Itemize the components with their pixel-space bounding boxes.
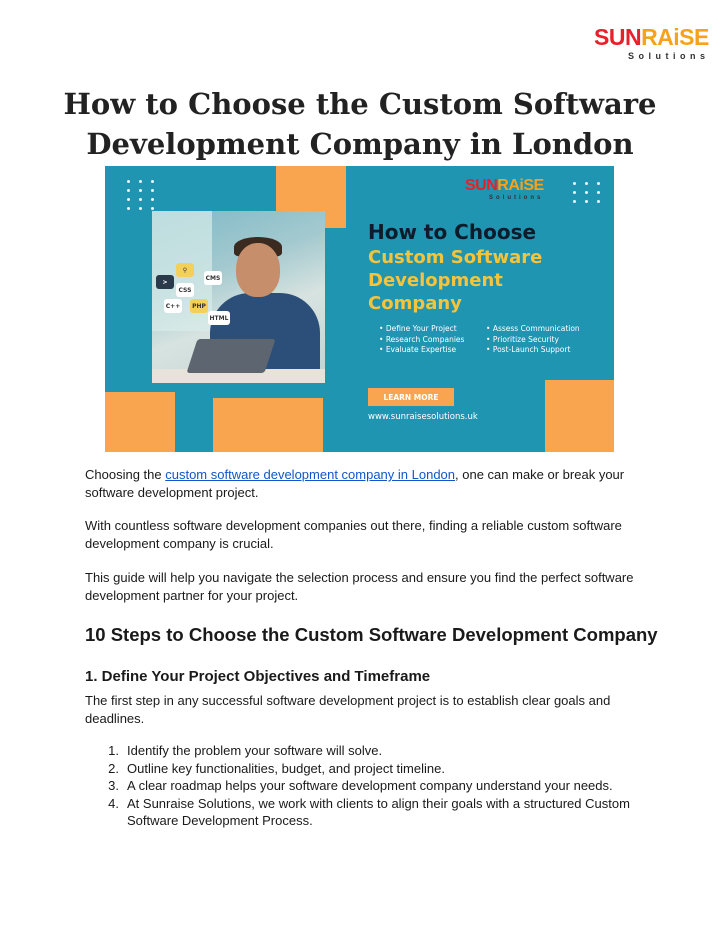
section-heading: 10 Steps to Choose the Custom Software Development Company	[85, 624, 658, 645]
list-number: 2.	[108, 760, 119, 776]
orange-block	[213, 398, 323, 452]
page-title: How to Choose the Custom Software Development Company in London	[63, 87, 657, 161]
list-text: Outline key functionalities, budget, and project timeline.	[127, 760, 445, 776]
banner-subheading-line: Custom Software	[368, 247, 543, 268]
cms-chip: CMS	[204, 271, 222, 285]
list-text: A clear roadmap helps your software development company understand your needs.	[127, 778, 613, 793]
banner-list-right	[486, 324, 580, 356]
banner-list-item: • Research Companies	[379, 335, 464, 346]
banner-logo-sun: SUN	[465, 177, 498, 194]
list-number: 4.	[108, 795, 119, 811]
banner-logo	[465, 178, 544, 201]
developer-photo	[152, 211, 325, 383]
php-chip: PHP	[190, 299, 208, 313]
logo-tagline: Solutions	[628, 51, 710, 61]
orange-block	[105, 392, 175, 452]
custom-software-link[interactable]: custom software development company in London	[165, 467, 456, 482]
banner-list-item: • Post-Launch Support	[486, 345, 580, 356]
intro-text: , one can make or break your software development project.	[85, 467, 625, 500]
code-icon: >	[156, 275, 174, 289]
brand-logo[interactable]	[594, 24, 710, 62]
logo-wordmark	[594, 24, 709, 50]
banner-logo-tagline: Solutions	[489, 195, 544, 201]
banner-url: www.sunraisesolutions.uk	[368, 412, 478, 422]
list-item	[85, 742, 645, 760]
dot-pattern	[127, 180, 155, 210]
banner-heading: How to Choose	[368, 220, 537, 244]
orange-block	[545, 380, 614, 452]
search-icon: ⚲	[176, 263, 194, 277]
banner-logo-rise: RAiSE	[497, 177, 544, 194]
banner-list-left	[379, 324, 464, 356]
intro-text: Choosing the	[85, 467, 166, 482]
list-number: 1.	[108, 743, 119, 758]
list-text: At Sunraise Solutions, we work with clients to align their goals with a structured Custom Software Development Process.	[127, 795, 630, 828]
step-heading: 1. Define Your Project Objectives and Timeframe	[85, 668, 431, 685]
cpp-chip: C++	[164, 299, 182, 313]
step-intro: The first step in any successful software development project is to establish clear goals and deadlines.	[85, 693, 611, 726]
hero-banner	[105, 166, 614, 452]
list-item	[85, 795, 645, 830]
logo-sun: SUN	[594, 24, 642, 50]
paragraph: This guide will help you navigate the selection process and ensure you find the perfect software development partner for your project.	[85, 570, 634, 603]
banner-logo-wordmark	[465, 178, 544, 194]
dot-pattern	[573, 182, 601, 203]
banner-list-item: • Evaluate Expertise	[379, 345, 464, 356]
paragraph: With countless software development companies out there, finding a reliable custom software development company is crucial.	[85, 518, 622, 551]
logo-rise: RAiSE	[641, 24, 709, 50]
list-item	[85, 760, 645, 778]
banner-list-item: • Prioritize Security	[486, 335, 580, 346]
steps-list	[85, 742, 645, 830]
banner-subheading-line: Development	[368, 270, 503, 291]
banner-list-item: • Define Your Project	[379, 324, 464, 335]
banner-subheading	[368, 246, 578, 315]
list-item	[85, 777, 645, 795]
intro-paragraph	[85, 466, 645, 502]
html-chip: HTML	[208, 311, 230, 325]
list-text: Identify the problem your software will solve.	[127, 743, 383, 758]
banner-list-item: • Assess Communication	[486, 324, 580, 335]
list-number: 3.	[108, 778, 119, 793]
laptop-icon	[186, 339, 275, 373]
css-chip: CSS	[176, 283, 194, 297]
banner-subheading-line: Company	[368, 293, 462, 314]
learn-more-button[interactable]: LEARN MORE	[368, 388, 454, 406]
